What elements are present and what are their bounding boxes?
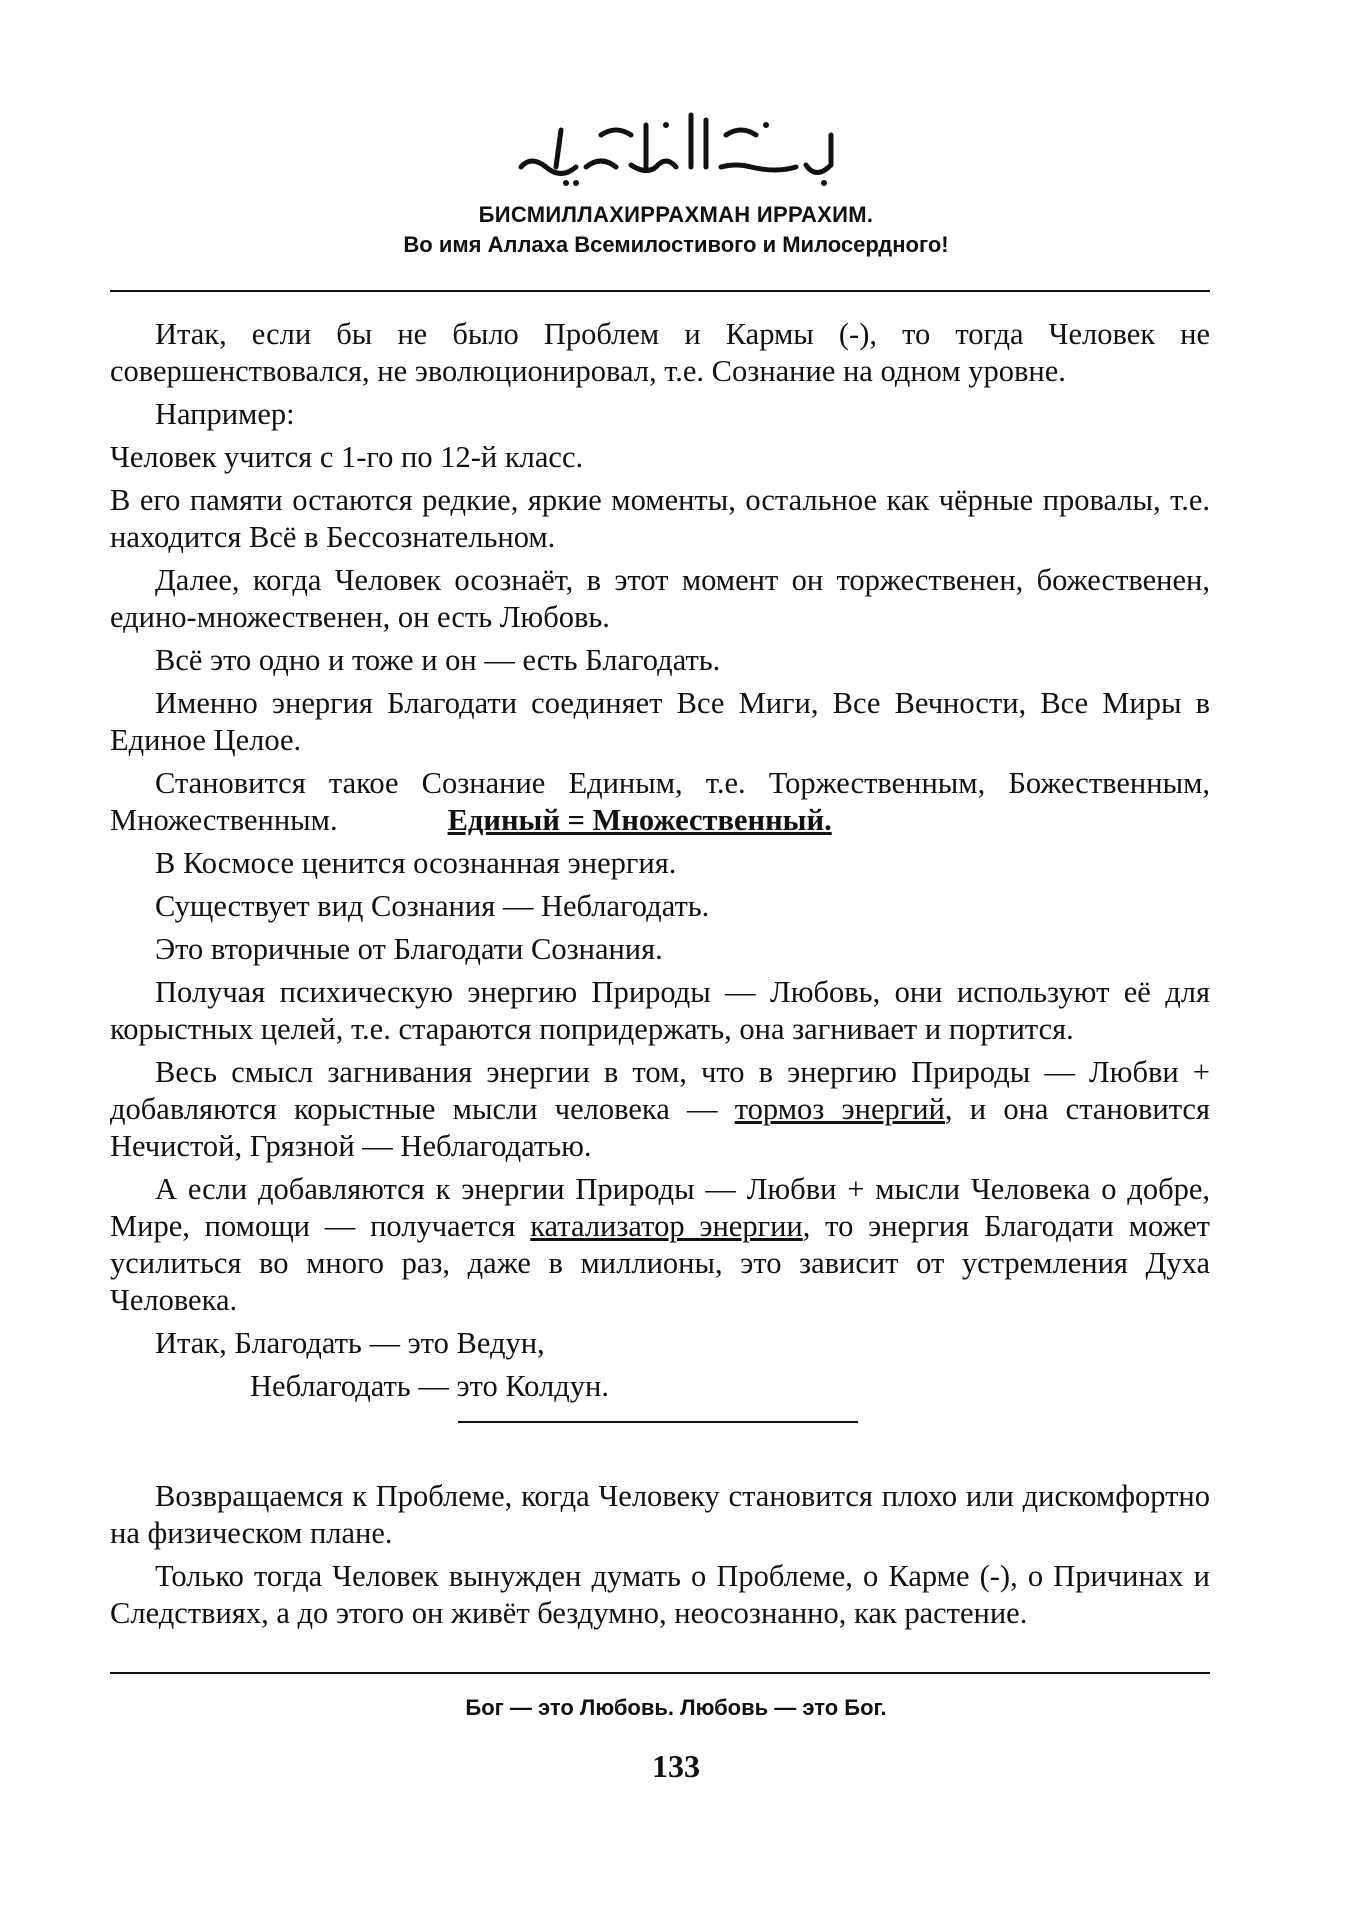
paragraph: Только тогда Человек вынужден думать о Проблеме, о Карме (-), о Причинах и Следствиях, а до этого он живёт бездумно, неосознанно, как растение. (110, 1559, 1210, 1630)
paragraph: Итак, Благодать — это Ведун, (155, 1326, 545, 1360)
emphasis-formula: Единый = Множественный. (447, 803, 832, 837)
paragraph: Именно энергия Благодати соединяет Все Миги, Все Вечности, Все Миры в Единое Целое. (110, 686, 1210, 757)
bismillah-translation: Во имя Аллаха Всемилостивого и Милосердного! (403, 232, 949, 257)
footer-motto: Бог — это Любовь. Любовь — это Бог. (465, 1695, 887, 1720)
page-header (0, 95, 1352, 258)
paragraph: Получая психическую энергию Природы — Любовь, они используют её для корыстных целей, т.е. стараются попридержать, она загнивает и портится. (110, 975, 1210, 1046)
underlined-term: тормоз энергий (734, 1092, 945, 1126)
paragraph: Всё это одно и тоже и он — есть Благодать. (155, 643, 721, 677)
paragraph: Итак, если бы не было Проблем и Кармы (-), то тогда Человек не совершенствовался, не эволюционировал, т.е. Сознание на одном уровне. (110, 317, 1210, 388)
paragraph: Существует вид Сознания — Неблагодать. (155, 889, 710, 923)
paragraph (110, 1054, 1210, 1165)
paragraph: Человек учится с 1-го по 12-й класс. (110, 440, 584, 474)
main-text (110, 316, 1210, 1411)
underlined-term: катализатор энергии (530, 1209, 803, 1243)
page-number: 133 (652, 1748, 700, 1784)
section-separator (458, 1421, 858, 1423)
paragraph: Неблагодать — это Колдун. (250, 1369, 609, 1403)
top-divider (110, 290, 1210, 292)
paragraph (110, 1171, 1210, 1319)
paragraph-text: , то энергия Благодати может усилиться во много раз, даже в миллионы, это зависит от устремления Духа Человека. (110, 1209, 1211, 1317)
paragraph (110, 765, 1210, 839)
main-text-2 (110, 1478, 1210, 1638)
paragraph-text: , и она становится Нечистой, Грязной — Неблагодатью. (110, 1092, 1210, 1163)
paragraph-text: Весь смысл загнивания энергии в том, что в энергию Природы — Любви + добавляются корыстные мысли человека — (110, 1055, 1210, 1126)
paragraph: Далее, когда Человек осознаёт, в этот момент он торжественен, божественен, едино-множественен, он есть Любовь. (110, 563, 1210, 634)
paragraph: Например: (155, 397, 295, 431)
bottom-divider (110, 1672, 1210, 1674)
bismillah-calligraphy-icon (506, 95, 846, 190)
paragraph: В его памяти остаются редкие, яркие моменты, остальное как чёрные провалы, т.е. находится Всё в Бессознательном. (110, 483, 1210, 554)
paragraph: Это вторичные от Благодати Сознания. (155, 932, 663, 966)
paragraph: В Космосе ценится осознанная энергия. (155, 846, 677, 880)
paragraph-text: Становится такое Сознание Единым, т.е. Торжественным, Божественным, Множественным. (110, 766, 1210, 837)
paragraph: Возвращаемся к Проблеме, когда Человеку становится плохо или дискомфортно на физическом плане. (110, 1479, 1210, 1550)
bismillah-title: БИСМИЛЛАХИРРАХМАН ИРРАХИМ. (478, 202, 874, 227)
paragraph-text: А если добавляются к энергии Природы — Любви + мысли Человека о добре, Мире, помощи — получается (110, 1172, 1210, 1243)
